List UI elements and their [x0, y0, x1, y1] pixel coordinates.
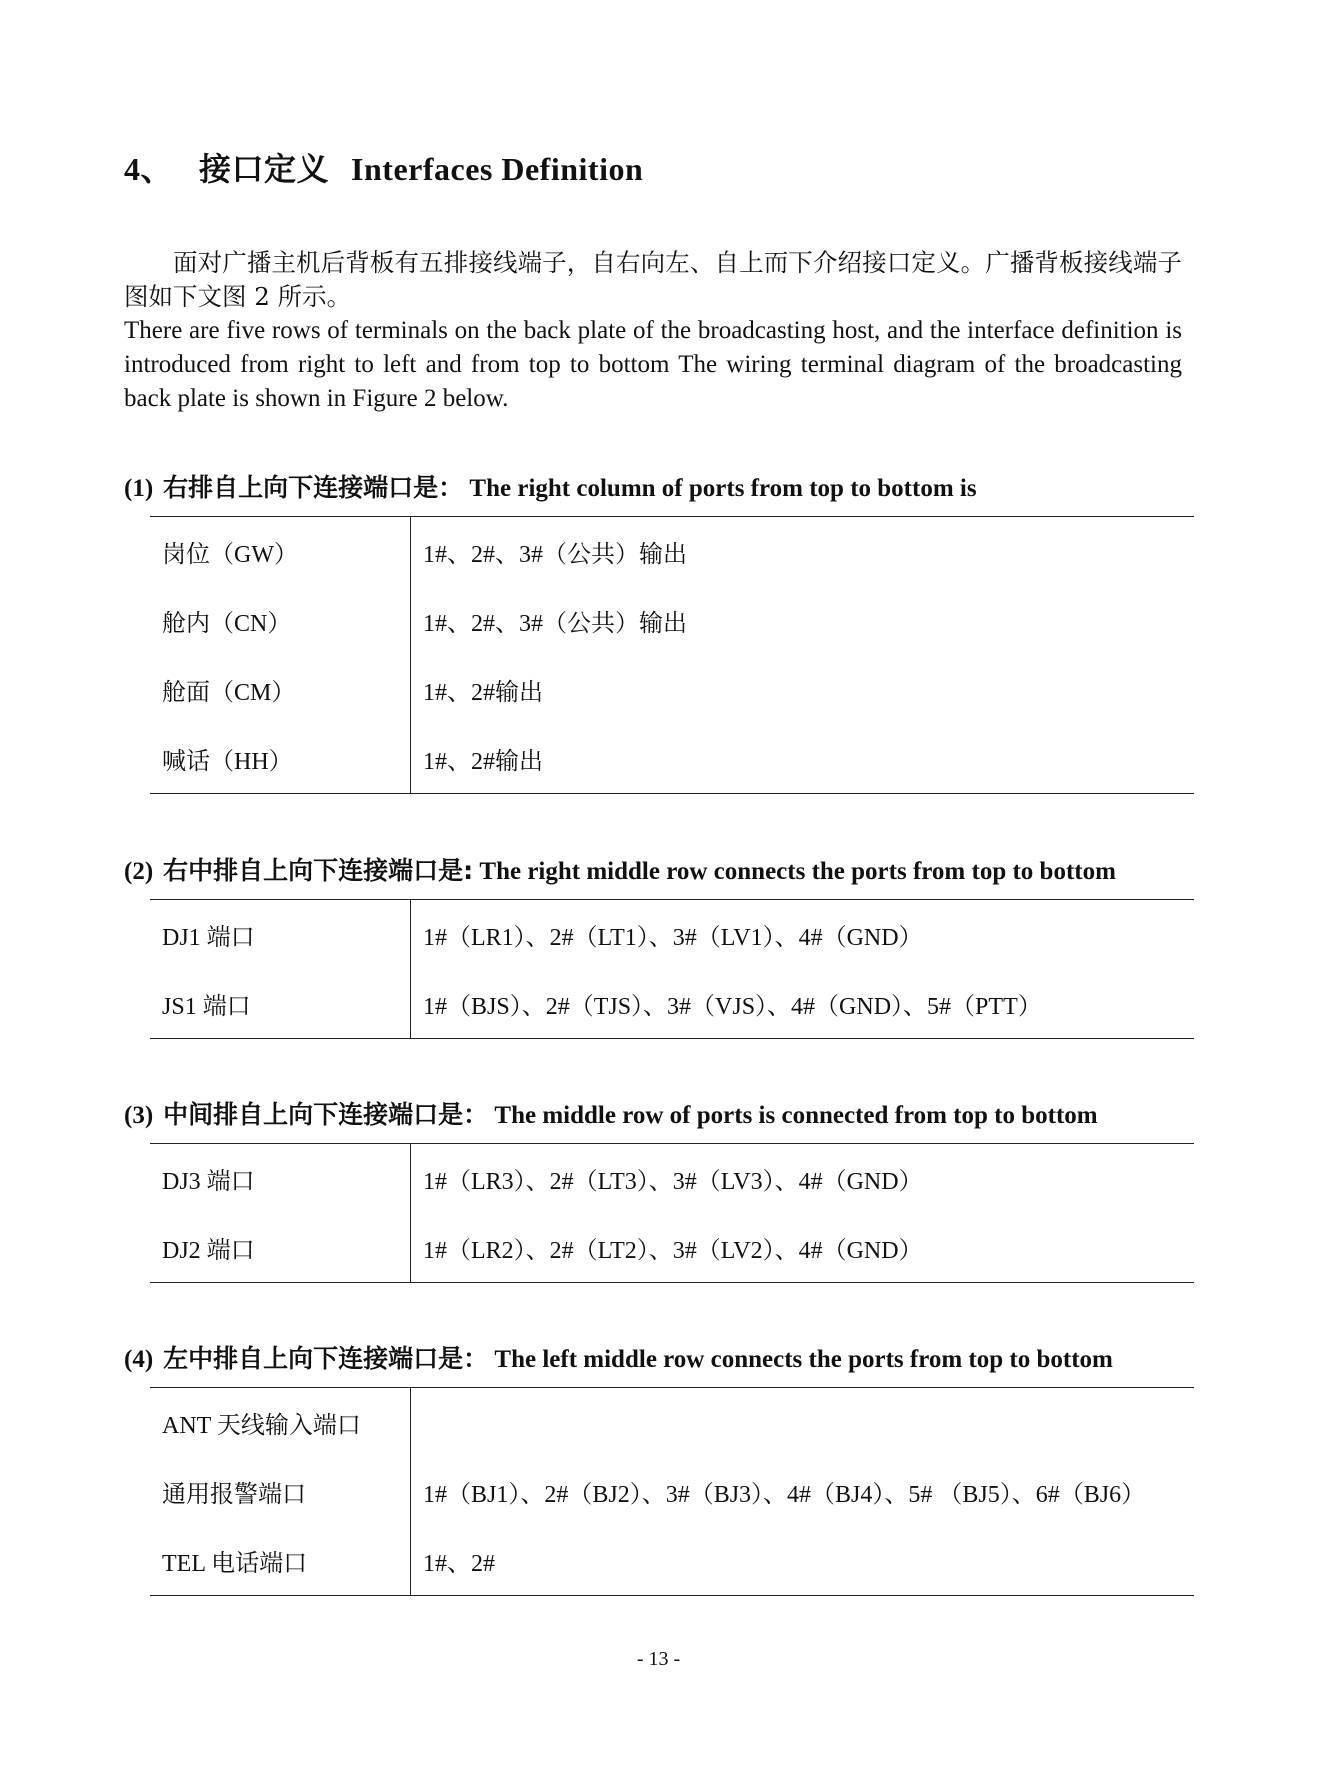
- page-title: [124, 144, 643, 190]
- section-heading-en: The middle row of ports is connected from top to bottom: [494, 1102, 1098, 1129]
- port-value: 1#、2#输出: [423, 749, 543, 775]
- table-row: [150, 969, 1194, 1038]
- table-row: [150, 724, 1194, 793]
- section-heading-en: The right column of ports from top to bottom is: [469, 475, 977, 502]
- port-name: 喊话（HH）: [150, 724, 411, 793]
- table-row: [150, 655, 1194, 724]
- port-value: 1#、2#、3#（公共）输出: [423, 542, 687, 568]
- port-name: DJ2 端口: [150, 1213, 411, 1282]
- section-label: (2): [124, 858, 154, 885]
- table-row: [150, 1144, 1194, 1213]
- title-zh: 接口定义: [199, 150, 330, 188]
- section-label: (1): [124, 475, 154, 502]
- port-name: DJ3 端口: [150, 1144, 411, 1213]
- port-name: 岗位（GW）: [150, 517, 411, 586]
- section-heading-zh: 中间排自上向下连接端口是：: [163, 1100, 489, 1129]
- port-value: 1#、2#: [423, 1551, 495, 1577]
- port-value: [411, 1388, 1194, 1457]
- port-name: ANT 天线输入端口: [150, 1388, 411, 1457]
- table-row: [150, 586, 1194, 655]
- port-value: 1#、2#、3#（公共）输出: [423, 611, 687, 637]
- port-value: 1#（LR1）、2#（LT1）、3#（LV1）、4#（GND）: [423, 925, 923, 951]
- section-label: (4): [124, 1346, 154, 1373]
- port-value: 1#（LR3）、2#（LT3）、3#（LV3）、4#（GND）: [423, 1169, 923, 1195]
- table-row: [150, 1457, 1194, 1526]
- section-heading-2: [124, 851, 1116, 887]
- section-heading-zh: 左中排自上向下连接端口是：: [163, 1344, 489, 1373]
- port-table-2: [150, 899, 1194, 1039]
- port-name: 舱内（CN）: [150, 586, 411, 655]
- table-row: [150, 1388, 1194, 1457]
- section-heading-3: [124, 1095, 1098, 1131]
- port-name: DJ1 端口: [150, 900, 411, 969]
- section-heading-en: The right middle row connects the ports from top to bottom: [479, 858, 1116, 885]
- section-heading-4: [124, 1339, 1113, 1375]
- section-label: (3): [124, 1102, 154, 1129]
- table-row: [150, 900, 1194, 969]
- port-name: TEL 电话端口: [150, 1526, 411, 1595]
- table-row: [150, 517, 1194, 586]
- title-en: Interfaces Definition: [351, 151, 644, 187]
- table-row: [150, 1526, 1194, 1595]
- section-heading-en: The left middle row connects the ports from top to bottom: [494, 1346, 1113, 1373]
- port-value: 1#、2#输出: [423, 680, 543, 706]
- port-name: JS1 端口: [150, 969, 411, 1038]
- page-number: - 13 -: [636, 1648, 681, 1670]
- intro-block: [124, 246, 1182, 416]
- port-name: 通用报警端口: [150, 1457, 411, 1526]
- section-heading-1: [124, 468, 977, 504]
- section-heading-zh: 右排自上向下连接端口是：: [163, 473, 464, 502]
- port-value: 1#（BJS）、2#（TJS）、3#（VJS）、4#（GND）、5#（PTT）: [423, 994, 1042, 1020]
- port-value: 1#（BJ1）、2#（BJ2）、3#（BJ3）、4#（BJ4）、5# （BJ5）、6#（BJ6）: [423, 1482, 1146, 1508]
- port-name: 舱面（CM）: [150, 655, 411, 724]
- section-heading-zh: 右中排自上向下连接端口是:: [163, 856, 474, 885]
- table-row: [150, 1213, 1194, 1282]
- intro-en: There are five rows of terminals on the back plate of the broadcasting host, and the interface definition is introduced from right to left and from top to bottom The wiring terminal diagram of the broadcasting back plate is shown in Figure 2 below.: [124, 317, 1182, 412]
- intro-zh: 面对广播主机后背板有五排接线端子，自右向左、自上而下介绍接口定义。广播背板接线端子图如下文图 2 所示。: [124, 248, 1182, 311]
- section-number: 4、: [124, 151, 174, 187]
- port-value: 1#（LR2）、2#（LT2）、3#（LV2）、4#（GND）: [423, 1238, 923, 1264]
- port-table-4: [150, 1387, 1194, 1596]
- port-table-1: [150, 516, 1194, 794]
- port-table-3: [150, 1143, 1194, 1283]
